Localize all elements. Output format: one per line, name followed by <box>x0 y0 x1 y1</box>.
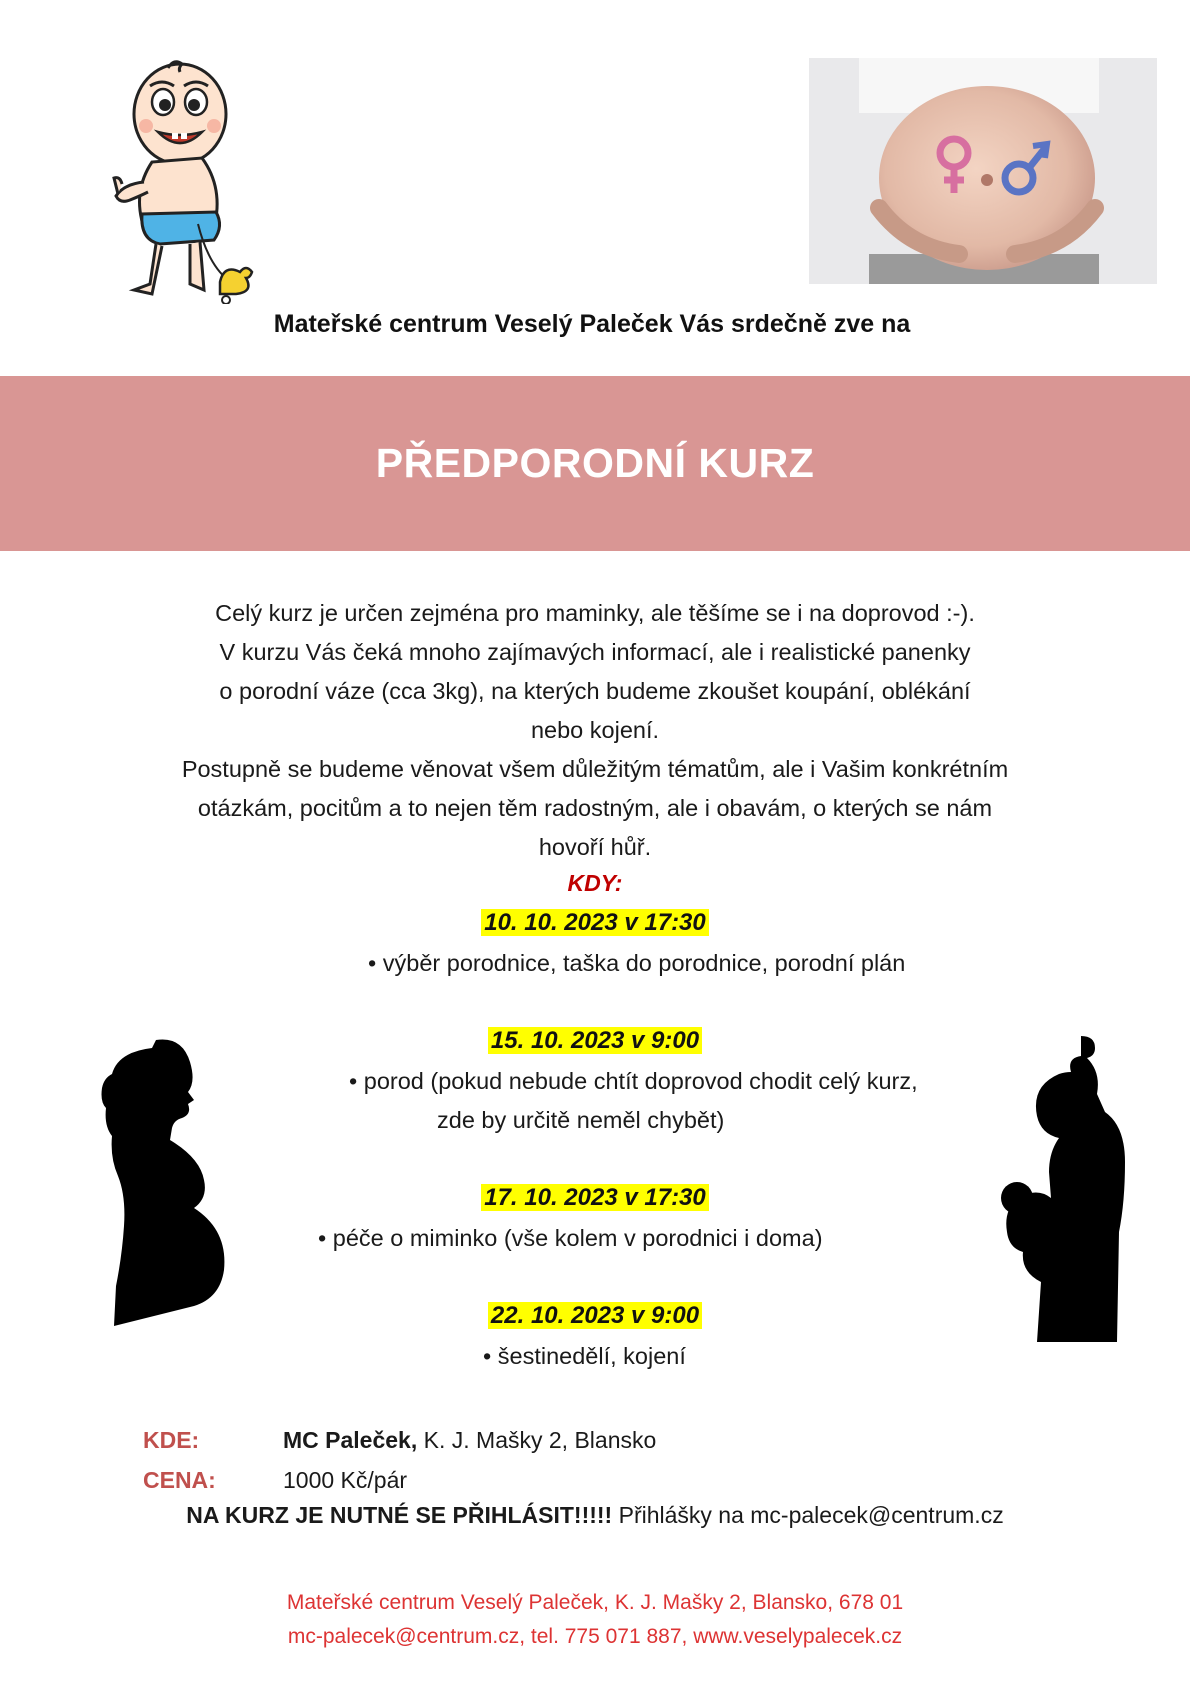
intro-line: V kurzu Vás čeká mnoho zajímavých informací, ale i realistické panenky <box>219 639 971 665</box>
intro-line: hovoří hůř. <box>538 834 652 860</box>
intro-line: nebo kojení. <box>530 717 660 743</box>
session-topic-continued: zde by určitě neměl chybět) <box>437 1107 725 1133</box>
session-date: 10. 10. 2023 v 17:30 <box>481 909 709 936</box>
title-banner <box>0 376 1190 551</box>
intro-text <box>120 594 1070 867</box>
price-value: 1000 Kč/pár <box>283 1467 408 1493</box>
registration-contact: Přihlášky na mc-palecek@centrum.cz <box>612 1502 1004 1528</box>
session-date: 15. 10. 2023 v 9:00 <box>488 1027 702 1054</box>
page-title: PŘEDPORODNÍ KURZ <box>375 440 815 486</box>
pregnant-woman-silhouette-icon <box>86 1028 236 1328</box>
intro-line: Postupně se budeme věnovat všem důležitým tématům, ale i Vašim konkrétním <box>181 756 1009 782</box>
belly-photo <box>809 58 1157 284</box>
session-topic: • porod (pokud nebude chtít doprovod chodit celý kurz, <box>349 1068 918 1094</box>
session-date: 22. 10. 2023 v 9:00 <box>488 1302 702 1329</box>
where-label: KDE: <box>143 1427 200 1453</box>
baby-logo-icon <box>108 54 258 304</box>
where-address: K. J. Mašky 2, Blansko <box>417 1427 657 1453</box>
session-topic: • výběr porodnice, taška do porodnice, porodní plán <box>368 950 906 976</box>
mother-with-baby-silhouette-icon <box>985 1032 1135 1342</box>
registration-required: NA KURZ JE NUTNÉ SE PŘIHLÁSIT!!!!! <box>186 1502 613 1528</box>
price-label: CENA: <box>143 1467 216 1493</box>
where-value <box>283 1427 656 1454</box>
invitation-subtitle: Mateřské centrum Veselý Paleček Vás srdečně zve na <box>273 310 911 338</box>
intro-line: otázkám, pocitům a to nejen těm radostným, ale i obavám, o kterých se nám <box>197 795 993 821</box>
footer-contact: mc-palecek@centrum.cz, tel. 775 071 887, www.veselypalecek.cz <box>287 1625 903 1648</box>
session-date: 17. 10. 2023 v 17:30 <box>481 1184 709 1211</box>
registration-note <box>0 1502 1190 1529</box>
session-topic: • šestinedělí, kojení <box>483 1343 686 1369</box>
intro-line: o porodní váze (cca 3kg), na kterých budeme zkoušet koupání, oblékání <box>219 678 971 704</box>
where-name: MC Paleček, <box>283 1427 418 1453</box>
session-topic: • péče o miminko (vše kolem v porodnici i doma) <box>318 1225 823 1251</box>
when-label: KDY: <box>567 870 623 896</box>
footer-address: Mateřské centrum Veselý Paleček, K. J. Mašky 2, Blansko, 678 01 <box>286 1591 904 1614</box>
intro-line: Celý kurz je určen zejména pro maminky, ale těšíme se i na doprovod :-). <box>215 600 975 626</box>
